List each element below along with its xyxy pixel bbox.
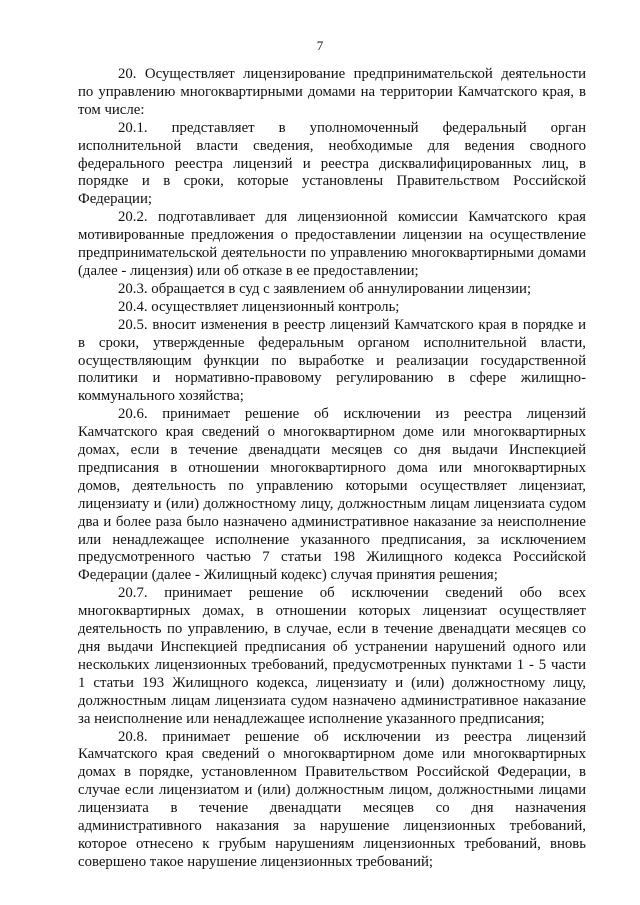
paragraph-20-8: 20.8. принимает решение об исключении из реестра лицензий Камчатского края сведений о многоквартирном доме или многоквартирных домах в порядке, установленном Правительством Российской Федерации, в случае если лицензиатом и (или) должностным лицом, должностными лицами лицензиата в течение двенадцати месяцев со дня назначения административного наказания за нарушение лицензионных требований, которое отнесено к грубым нарушениям лицензионных требований, вновь совершено такое нарушение лицензионных требований;: [78, 728, 586, 870]
page-number: 7: [316, 38, 324, 53]
paragraph-20-5: 20.5. вносит изменения в реестр лицензий Камчатского края в порядке и в сроки, утвержденные федеральным органом исполнительной власти, осуществляющим функции по выработке и реализации государственной политики и нормативно-правовому регулированию в сфере жилищно-коммунального хозяйства;: [78, 316, 586, 405]
paragraph-20-7: 20.7. принимает решение об исключении сведений обо всех многоквартирных домах, в отношении которых лицензиат осуществляет деятельность по управлению, в случае, если в течение двенадцати месяцев со дня выдачи Инспекцией предписания об устранении нарушений одного или нескольких лицензионных требований, предусмотренных пунктами 1 - 5 части 1 статьи 193 Жилищного кодекса, лицензиату и (или) должностному лицу, должностным лицам лицензиата судом назначено административное наказание за неисполнение или ненадлежащее исполнение указанного предписания;: [78, 585, 586, 727]
paragraph-20-2: 20.2. подготавливает для лицензионной комиссии Камчатского края мотивированные предложения о предоставлении лицензии на осуществление предпринимательской деятельности по управлению многоквартирными домами (далее - лицензия) или об отказе в ее предоставлении;: [78, 209, 586, 279]
paragraph-20-4: 20.4. осуществляет лицензионный контроль;: [118, 298, 400, 315]
paragraph-20-1: 20.1. представляет в уполномоченный федеральный орган исполнительной власти сведения, необходимые для ведения сводного федерального реестра лицензий и реестра дисквалифицированных лиц, в порядке и в сроки, которые установлены Правительством Российской Федерации;: [78, 119, 586, 208]
document-body: [78, 66, 586, 872]
paragraph-20-3: 20.3. обращается в суд с заявлением об аннулировании лицензии;: [118, 280, 532, 297]
paragraph-20: 20. Осуществляет лицензирование предпринимательской деятельности по управлению многоквартирными домами на территории Камчатского края, в том числе:: [78, 66, 586, 118]
paragraph-20-6: 20.6. принимает решение об исключении из реестра лицензий Камчатского края сведений о многоквартирном доме или многоквартирных домах, если в течение двенадцати месяцев со дня выдачи Инспекцией предписания в отношении многоквартирного дома или многоквартирных домов, деятельность по управлению которыми осуществляет лицензиат, лицензиату и (или) должностному лицу, должностным лицам лицензиата судом два и более раза было назначено административное наказание за неисполнение или ненадлежащее исполнение указанного предписания, за исключением предусмотренного частью 7 статьи 198 Жилищного кодекса Российской Федерации (далее - Жилищный кодекс) случая принятия решения;: [78, 406, 586, 584]
